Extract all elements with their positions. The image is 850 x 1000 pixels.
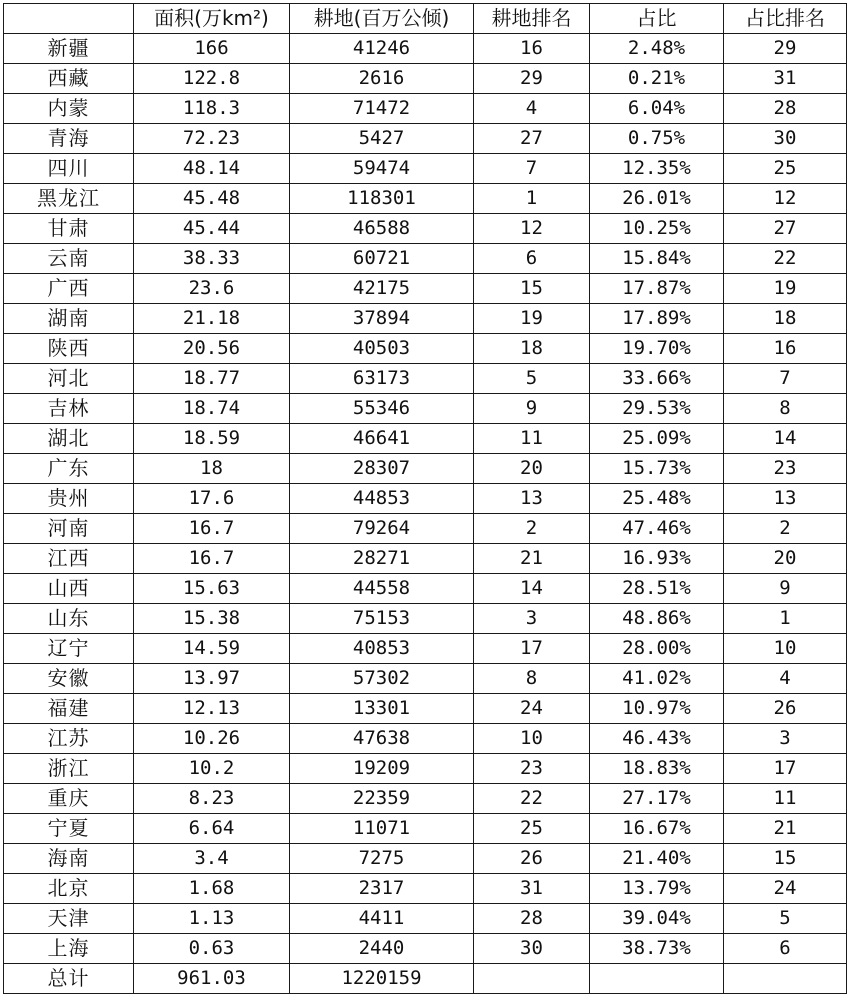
farmland-cell: 2616 xyxy=(290,64,474,94)
table-row xyxy=(4,184,847,214)
ratio-cell: 13.79% xyxy=(590,874,724,904)
table-row xyxy=(4,394,847,424)
ratio-rank-cell: 7 xyxy=(724,364,847,394)
table-row xyxy=(4,304,847,334)
table-row xyxy=(4,64,847,94)
ratio-rank-cell: 8 xyxy=(724,394,847,424)
province-cell: 云南 xyxy=(4,244,134,274)
table-row xyxy=(4,34,847,64)
table-row xyxy=(4,334,847,364)
farmland-rank-cell: 14 xyxy=(474,574,590,604)
ratio-rank-cell: 1 xyxy=(724,604,847,634)
farmland-cell: 44853 xyxy=(290,484,474,514)
table-row xyxy=(4,94,847,124)
province-cell: 内蒙 xyxy=(4,94,134,124)
province-cell: 贵州 xyxy=(4,484,134,514)
ratio-rank-cell: 10 xyxy=(724,634,847,664)
farmland-rank-cell: 13 xyxy=(474,484,590,514)
area-cell: 15.38 xyxy=(134,604,290,634)
header-cell-farmland: 耕地(百万公倾) xyxy=(290,4,474,34)
farmland-rank-cell: 11 xyxy=(474,424,590,454)
province-cell: 天津 xyxy=(4,904,134,934)
table-row xyxy=(4,514,847,544)
ratio-cell: 21.40% xyxy=(590,844,724,874)
area-cell: 14.59 xyxy=(134,634,290,664)
header-row xyxy=(4,4,847,34)
ratio-cell: 25.48% xyxy=(590,484,724,514)
province-cell: 江苏 xyxy=(4,724,134,754)
farmland-rank-cell: 15 xyxy=(474,274,590,304)
farmland-rank-cell: 20 xyxy=(474,454,590,484)
farmland-rank-cell: 4 xyxy=(474,94,590,124)
farmland-cell: 22359 xyxy=(290,784,474,814)
header-cell-ratio-rank: 占比排名 xyxy=(724,4,847,34)
farmland-rank-cell: 25 xyxy=(474,814,590,844)
farmland-rank-cell: 24 xyxy=(474,694,590,724)
province-cell: 重庆 xyxy=(4,784,134,814)
farmland-rank-cell: 8 xyxy=(474,664,590,694)
province-cell: 山东 xyxy=(4,604,134,634)
ratio-rank-cell: 16 xyxy=(724,334,847,364)
farmland-cell: 5427 xyxy=(290,124,474,154)
farmland-cell: 4411 xyxy=(290,904,474,934)
farmland-cell: 37894 xyxy=(290,304,474,334)
area-cell: 48.14 xyxy=(134,154,290,184)
area-cell: 45.44 xyxy=(134,214,290,244)
table-row xyxy=(4,454,847,484)
province-cell: 总计 xyxy=(4,964,134,994)
ratio-rank-cell xyxy=(724,964,847,994)
ratio-cell: 10.25% xyxy=(590,214,724,244)
ratio-rank-cell: 24 xyxy=(724,874,847,904)
area-cell: 10.26 xyxy=(134,724,290,754)
province-cell: 广东 xyxy=(4,454,134,484)
area-cell: 18.59 xyxy=(134,424,290,454)
table-row xyxy=(4,274,847,304)
farmland-cell: 71472 xyxy=(290,94,474,124)
ratio-cell: 12.35% xyxy=(590,154,724,184)
table-row xyxy=(4,724,847,754)
farmland-cell: 1220159 xyxy=(290,964,474,994)
farmland-cell: 11071 xyxy=(290,814,474,844)
area-cell: 18.77 xyxy=(134,364,290,394)
province-cell: 北京 xyxy=(4,874,134,904)
farmland-cell: 79264 xyxy=(290,514,474,544)
farmland-rank-cell: 28 xyxy=(474,904,590,934)
farmland-rank-cell: 30 xyxy=(474,934,590,964)
ratio-rank-cell: 23 xyxy=(724,454,847,484)
farmland-rank-cell: 16 xyxy=(474,34,590,64)
table-row xyxy=(4,634,847,664)
ratio-cell: 29.53% xyxy=(590,394,724,424)
farmland-rank-cell: 2 xyxy=(474,514,590,544)
table-row xyxy=(4,544,847,574)
ratio-cell: 27.17% xyxy=(590,784,724,814)
table-row xyxy=(4,664,847,694)
farmland-rank-cell: 31 xyxy=(474,874,590,904)
farmland-rank-cell xyxy=(474,964,590,994)
ratio-cell: 28.51% xyxy=(590,574,724,604)
table-row xyxy=(4,574,847,604)
ratio-rank-cell: 6 xyxy=(724,934,847,964)
ratio-cell: 17.87% xyxy=(590,274,724,304)
ratio-rank-cell: 18 xyxy=(724,304,847,334)
farmland-cell: 118301 xyxy=(290,184,474,214)
farmland-cell: 13301 xyxy=(290,694,474,724)
ratio-rank-cell: 15 xyxy=(724,844,847,874)
farmland-cell: 46641 xyxy=(290,424,474,454)
ratio-rank-cell: 12 xyxy=(724,184,847,214)
province-cell: 山西 xyxy=(4,574,134,604)
farmland-rank-cell: 23 xyxy=(474,754,590,784)
province-cell: 西藏 xyxy=(4,64,134,94)
ratio-cell: 39.04% xyxy=(590,904,724,934)
area-cell: 6.64 xyxy=(134,814,290,844)
table-row xyxy=(4,484,847,514)
farmland-rank-cell: 1 xyxy=(474,184,590,214)
province-cell: 四川 xyxy=(4,154,134,184)
ratio-cell: 25.09% xyxy=(590,424,724,454)
header-cell-province xyxy=(4,4,134,34)
farmland-cell: 40853 xyxy=(290,634,474,664)
table-row xyxy=(4,124,847,154)
ratio-cell: 6.04% xyxy=(590,94,724,124)
farmland-cell: 28307 xyxy=(290,454,474,484)
ratio-rank-cell: 29 xyxy=(724,34,847,64)
area-cell: 16.7 xyxy=(134,544,290,574)
table-row xyxy=(4,694,847,724)
province-cell: 甘肃 xyxy=(4,214,134,244)
header-cell-farmland-rank: 耕地排名 xyxy=(474,4,590,34)
province-cell: 福建 xyxy=(4,694,134,724)
ratio-cell: 10.97% xyxy=(590,694,724,724)
area-cell: 10.2 xyxy=(134,754,290,784)
province-cell: 海南 xyxy=(4,844,134,874)
farmland-rank-cell: 18 xyxy=(474,334,590,364)
ratio-rank-cell: 20 xyxy=(724,544,847,574)
farmland-cell: 47638 xyxy=(290,724,474,754)
province-cell: 浙江 xyxy=(4,754,134,784)
farmland-cell: 19209 xyxy=(290,754,474,784)
province-cell: 黑龙江 xyxy=(4,184,134,214)
ratio-rank-cell: 17 xyxy=(724,754,847,784)
province-cell: 吉林 xyxy=(4,394,134,424)
province-cell: 上海 xyxy=(4,934,134,964)
ratio-cell: 16.67% xyxy=(590,814,724,844)
farmland-cell: 40503 xyxy=(290,334,474,364)
header-cell-area: 面积(万km²) xyxy=(134,4,290,34)
table-row xyxy=(4,424,847,454)
table-row xyxy=(4,874,847,904)
farmland-cell: 55346 xyxy=(290,394,474,424)
ratio-cell: 41.02% xyxy=(590,664,724,694)
area-cell: 0.63 xyxy=(134,934,290,964)
ratio-cell: 19.70% xyxy=(590,334,724,364)
area-cell: 13.97 xyxy=(134,664,290,694)
area-cell: 18.74 xyxy=(134,394,290,424)
ratio-cell: 33.66% xyxy=(590,364,724,394)
farmland-rank-cell: 10 xyxy=(474,724,590,754)
ratio-cell: 26.01% xyxy=(590,184,724,214)
ratio-rank-cell: 19 xyxy=(724,274,847,304)
farmland-cell: 7275 xyxy=(290,844,474,874)
table-row xyxy=(4,814,847,844)
area-cell: 118.3 xyxy=(134,94,290,124)
farmland-cell: 44558 xyxy=(290,574,474,604)
area-cell: 17.6 xyxy=(134,484,290,514)
table-row xyxy=(4,784,847,814)
farmland-cell: 2440 xyxy=(290,934,474,964)
province-cell: 新疆 xyxy=(4,34,134,64)
ratio-rank-cell: 25 xyxy=(724,154,847,184)
farmland-cell: 75153 xyxy=(290,604,474,634)
table-row xyxy=(4,934,847,964)
table-row xyxy=(4,754,847,784)
ratio-cell: 0.21% xyxy=(590,64,724,94)
table-row xyxy=(4,244,847,274)
farmland-rank-cell: 12 xyxy=(474,214,590,244)
ratio-rank-cell: 28 xyxy=(724,94,847,124)
area-cell: 23.6 xyxy=(134,274,290,304)
ratio-rank-cell: 21 xyxy=(724,814,847,844)
province-cell: 河北 xyxy=(4,364,134,394)
farmland-rank-cell: 26 xyxy=(474,844,590,874)
farmland-rank-cell: 19 xyxy=(474,304,590,334)
ratio-cell: 18.83% xyxy=(590,754,724,784)
ratio-cell: 15.73% xyxy=(590,454,724,484)
table-row xyxy=(4,214,847,244)
ratio-cell: 48.86% xyxy=(590,604,724,634)
province-cell: 安徽 xyxy=(4,664,134,694)
province-farmland-table xyxy=(3,3,847,994)
ratio-rank-cell: 11 xyxy=(724,784,847,814)
farmland-cell: 42175 xyxy=(290,274,474,304)
area-cell: 8.23 xyxy=(134,784,290,814)
farmland-rank-cell: 29 xyxy=(474,64,590,94)
farmland-rank-cell: 5 xyxy=(474,364,590,394)
farmland-rank-cell: 21 xyxy=(474,544,590,574)
table-body xyxy=(4,4,847,994)
ratio-cell: 28.00% xyxy=(590,634,724,664)
ratio-rank-cell: 9 xyxy=(724,574,847,604)
ratio-rank-cell: 30 xyxy=(724,124,847,154)
farmland-cell: 57302 xyxy=(290,664,474,694)
province-cell: 河南 xyxy=(4,514,134,544)
province-cell: 广西 xyxy=(4,274,134,304)
area-cell: 3.4 xyxy=(134,844,290,874)
farmland-cell: 46588 xyxy=(290,214,474,244)
area-cell: 16.7 xyxy=(134,514,290,544)
ratio-rank-cell: 4 xyxy=(724,664,847,694)
ratio-cell: 17.89% xyxy=(590,304,724,334)
ratio-cell: 46.43% xyxy=(590,724,724,754)
area-cell: 72.23 xyxy=(134,124,290,154)
farmland-cell: 63173 xyxy=(290,364,474,394)
province-cell: 湖南 xyxy=(4,304,134,334)
area-cell: 1.68 xyxy=(134,874,290,904)
farmland-rank-cell: 27 xyxy=(474,124,590,154)
ratio-cell: 15.84% xyxy=(590,244,724,274)
ratio-cell xyxy=(590,964,724,994)
farmland-rank-cell: 7 xyxy=(474,154,590,184)
farmland-rank-cell: 9 xyxy=(474,394,590,424)
ratio-cell: 16.93% xyxy=(590,544,724,574)
area-cell: 166 xyxy=(134,34,290,64)
ratio-rank-cell: 27 xyxy=(724,214,847,244)
area-cell: 961.03 xyxy=(134,964,290,994)
total-row xyxy=(4,964,847,994)
area-cell: 1.13 xyxy=(134,904,290,934)
ratio-cell: 38.73% xyxy=(590,934,724,964)
province-cell: 辽宁 xyxy=(4,634,134,664)
area-cell: 12.13 xyxy=(134,694,290,724)
ratio-cell: 0.75% xyxy=(590,124,724,154)
table-row xyxy=(4,904,847,934)
table-row xyxy=(4,154,847,184)
ratio-rank-cell: 26 xyxy=(724,694,847,724)
province-cell: 湖北 xyxy=(4,424,134,454)
province-cell: 江西 xyxy=(4,544,134,574)
table-row xyxy=(4,604,847,634)
table-row xyxy=(4,364,847,394)
area-cell: 122.8 xyxy=(134,64,290,94)
area-cell: 15.63 xyxy=(134,574,290,604)
farmland-rank-cell: 22 xyxy=(474,784,590,814)
farmland-cell: 59474 xyxy=(290,154,474,184)
area-cell: 20.56 xyxy=(134,334,290,364)
ratio-rank-cell: 22 xyxy=(724,244,847,274)
ratio-rank-cell: 14 xyxy=(724,424,847,454)
farmland-cell: 41246 xyxy=(290,34,474,64)
farmland-rank-cell: 3 xyxy=(474,604,590,634)
province-cell: 陕西 xyxy=(4,334,134,364)
ratio-rank-cell: 3 xyxy=(724,724,847,754)
ratio-rank-cell: 13 xyxy=(724,484,847,514)
farmland-cell: 28271 xyxy=(290,544,474,574)
ratio-cell: 2.48% xyxy=(590,34,724,64)
farmland-rank-cell: 17 xyxy=(474,634,590,664)
province-cell: 宁夏 xyxy=(4,814,134,844)
area-cell: 45.48 xyxy=(134,184,290,214)
table-row xyxy=(4,844,847,874)
area-cell: 18 xyxy=(134,454,290,484)
ratio-cell: 47.46% xyxy=(590,514,724,544)
ratio-rank-cell: 31 xyxy=(724,64,847,94)
province-cell: 青海 xyxy=(4,124,134,154)
area-cell: 38.33 xyxy=(134,244,290,274)
ratio-rank-cell: 2 xyxy=(724,514,847,544)
header-cell-ratio: 占比 xyxy=(590,4,724,34)
farmland-rank-cell: 6 xyxy=(474,244,590,274)
farmland-cell: 60721 xyxy=(290,244,474,274)
area-cell: 21.18 xyxy=(134,304,290,334)
farmland-cell: 2317 xyxy=(290,874,474,904)
ratio-rank-cell: 5 xyxy=(724,904,847,934)
